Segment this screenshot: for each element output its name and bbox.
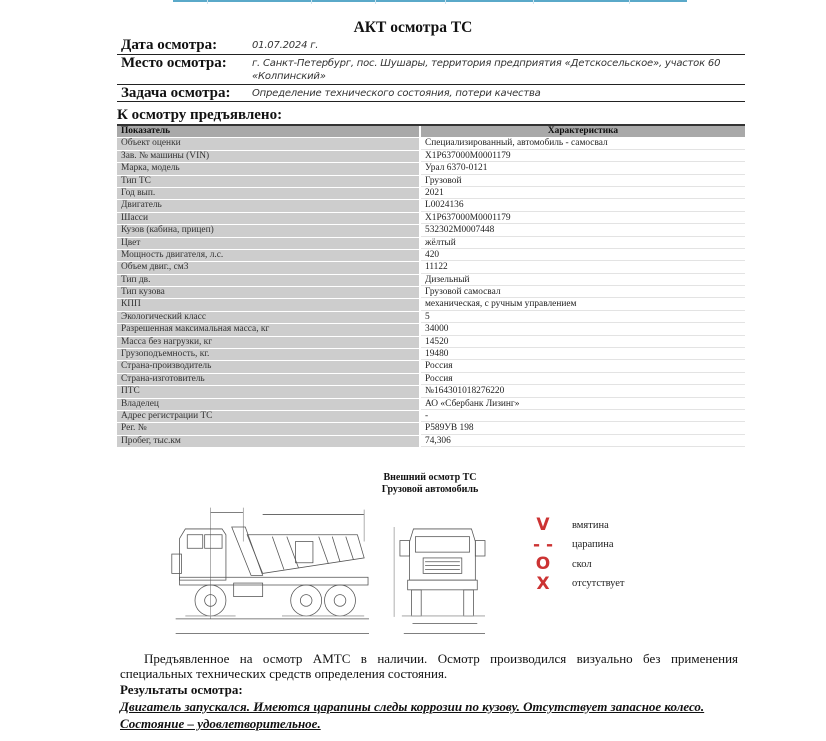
spec-table-row bbox=[117, 225, 745, 236]
spec-key: Год вып. bbox=[117, 188, 419, 199]
results-heading: Результаты осмотра: bbox=[120, 682, 243, 697]
spec-key: Грузоподъемность, кг. bbox=[117, 349, 419, 360]
bar-divider bbox=[207, 0, 208, 4]
spec-table-row bbox=[117, 250, 745, 261]
dump-rib bbox=[272, 537, 284, 570]
dump-rib bbox=[346, 537, 354, 560]
spec-table-row bbox=[117, 262, 745, 273]
spec-table-row bbox=[117, 436, 745, 447]
spec-table-row bbox=[117, 238, 745, 249]
inspection-date-row bbox=[117, 37, 745, 55]
spec-value: Россия bbox=[421, 361, 745, 372]
scratch-dashes-icon: - - bbox=[532, 534, 554, 555]
truck-chassis bbox=[180, 577, 369, 585]
legend-item bbox=[532, 536, 625, 556]
spec-value: X1P637000M0001179 bbox=[421, 213, 745, 224]
spec-value: - bbox=[421, 411, 745, 422]
spec-value: 420 bbox=[421, 250, 745, 261]
damage-legend bbox=[532, 516, 625, 594]
spec-table-row bbox=[117, 151, 745, 162]
spec-value: 2021 bbox=[421, 188, 745, 199]
spec-key: ПТС bbox=[117, 386, 419, 397]
figure-title-line2: Грузовой автомобиль bbox=[381, 484, 479, 495]
inspection-date-label: Дата осмотра: bbox=[121, 37, 218, 53]
spec-key: Цвет bbox=[117, 238, 419, 249]
spec-table-row bbox=[117, 374, 745, 385]
spec-table-row bbox=[117, 399, 745, 410]
spec-key: Тип кузова bbox=[117, 287, 419, 298]
spec-table-row bbox=[117, 349, 745, 360]
spec-table bbox=[117, 126, 745, 448]
spec-table-row bbox=[117, 312, 745, 323]
spec-table-row bbox=[117, 361, 745, 372]
rear-wheel bbox=[291, 585, 322, 616]
spec-key: Марка, модель bbox=[117, 163, 419, 174]
spec-value: 74,306 bbox=[421, 436, 745, 447]
spec-value: Грузовой самосвал bbox=[421, 287, 745, 298]
spec-key: Тип ТС bbox=[117, 176, 419, 187]
chip-o-icon: O bbox=[535, 554, 551, 575]
spec-table-row bbox=[117, 287, 745, 298]
truck-side-view bbox=[172, 508, 369, 634]
dent-v-icon: V bbox=[536, 515, 550, 536]
spec-table-row bbox=[117, 138, 745, 149]
legend-label: скол bbox=[572, 558, 592, 570]
rear-wheel bbox=[325, 585, 356, 616]
legend-item bbox=[532, 516, 625, 536]
spec-table-row bbox=[117, 163, 745, 174]
results-text: Двигатель запускался. Имеются царапины следы коррозии по кузову. Отсутствует запасное колесо. Состояние – удовлетворительное. bbox=[120, 699, 705, 731]
spec-key: Разрешенная максимальная масса, кг bbox=[117, 324, 419, 335]
front-bumper bbox=[408, 580, 478, 590]
bar-divider bbox=[629, 0, 630, 4]
inspection-date-value: 01.07.2024 г. bbox=[252, 40, 319, 51]
spec-key: Страна-производитель bbox=[117, 361, 419, 372]
bar-divider bbox=[375, 0, 376, 4]
spec-table-row bbox=[117, 200, 745, 211]
bar-divider bbox=[533, 0, 534, 4]
spec-table-row bbox=[117, 299, 745, 310]
spec-value: Урал 6370-0121 bbox=[421, 163, 745, 174]
spec-key: Адрес регистрации ТС bbox=[117, 411, 419, 422]
dump-truck-drawing bbox=[160, 498, 520, 643]
spec-key: Тип дв. bbox=[117, 275, 419, 286]
spec-key: Экологический класс bbox=[117, 312, 419, 323]
inspection-task-row bbox=[117, 85, 745, 102]
cab-window bbox=[205, 535, 222, 549]
spec-value: жёлтый bbox=[421, 238, 745, 249]
spec-value: 11122 bbox=[421, 262, 745, 273]
spec-key: Владелец bbox=[117, 399, 419, 410]
spec-value: 19480 bbox=[421, 349, 745, 360]
bar-divider bbox=[445, 0, 446, 4]
front-wheel-right bbox=[464, 590, 474, 616]
column-header-characteristic: Характеристика bbox=[421, 126, 745, 137]
spec-table-row bbox=[117, 176, 745, 187]
spec-key: Шасси bbox=[117, 213, 419, 224]
presented-heading: К осмотру предъявлено: bbox=[117, 107, 283, 123]
windshield bbox=[415, 537, 469, 552]
inspection-task-label: Задача осмотра: bbox=[121, 85, 231, 101]
missing-x-icon: X bbox=[536, 573, 550, 594]
inspection-place-row bbox=[117, 55, 745, 85]
cab-window bbox=[187, 535, 202, 549]
spec-key: Масса без нагрузки, кг bbox=[117, 337, 419, 348]
inspection-note: Предъявленное на осмотр АМТС в наличии. Осмотр производился визуально без применения специальных технических средств определения состояния. bbox=[120, 651, 738, 681]
spec-value: 5 bbox=[421, 312, 745, 323]
wheel-hub bbox=[300, 595, 312, 607]
spec-key: Двигатель bbox=[117, 200, 419, 211]
figure-title bbox=[330, 472, 530, 496]
spec-value: №164301018276220 bbox=[421, 386, 745, 397]
truck-front-view bbox=[394, 527, 485, 633]
spec-table-row bbox=[117, 411, 745, 422]
spec-value: Специализированный, автомобиль - самосвал bbox=[421, 138, 745, 149]
front-wheel-left bbox=[412, 590, 422, 616]
top-border-bar bbox=[173, 0, 687, 2]
spec-key: Кузов (кабина, прицеп) bbox=[117, 225, 419, 236]
side-mirror bbox=[475, 541, 485, 556]
spec-table-row bbox=[117, 324, 745, 335]
spec-value: 34000 bbox=[421, 324, 745, 335]
dump-headboard bbox=[232, 527, 263, 575]
spec-table-row bbox=[117, 423, 745, 434]
spec-key: Рег. № bbox=[117, 423, 419, 434]
spec-key: Пробег, тыс.км bbox=[117, 436, 419, 447]
spec-key: Объем двиг., см3 bbox=[117, 262, 419, 273]
column-header-indicator: Показатель bbox=[117, 126, 419, 137]
spec-key: Зав. № машины (VIN) bbox=[117, 151, 419, 162]
spec-value: 14520 bbox=[421, 337, 745, 348]
legend-item bbox=[532, 575, 625, 595]
spec-value: Грузовой bbox=[421, 176, 745, 187]
truck-front-bumper bbox=[172, 554, 182, 573]
wheel-hub bbox=[334, 595, 346, 607]
spec-key: Объект оценки bbox=[117, 138, 419, 149]
dump-rib bbox=[319, 537, 329, 564]
bar-divider bbox=[311, 0, 312, 4]
document-title: АКТ осмотра ТС bbox=[353, 19, 473, 36]
spec-value: 532302M0007448 bbox=[421, 225, 745, 236]
dump-panel bbox=[296, 542, 313, 563]
dump-rib bbox=[332, 537, 340, 562]
inspection-place-label: Место осмотра: bbox=[121, 55, 227, 71]
spec-key: КПП bbox=[117, 299, 419, 310]
legend-item bbox=[532, 555, 625, 575]
spec-value: Россия bbox=[421, 374, 745, 385]
spec-value: АО «Сбербанк Лизинг» bbox=[421, 399, 745, 410]
spec-value: механическая, с ручным управлением bbox=[421, 299, 745, 310]
inspection-place-value: г. Санкт-Петербург, пос. Шушары, территория предприятия «Детскосельское», участок 60 «Колпинский» bbox=[252, 58, 721, 82]
inspection-task-value: Определение технического состояния, потери качества bbox=[252, 88, 541, 99]
spec-table-row bbox=[117, 213, 745, 224]
legend-label: вмятина bbox=[572, 519, 609, 531]
spec-key: Мощность двигателя, л.с. bbox=[117, 250, 419, 261]
spec-value: Дизельный bbox=[421, 275, 745, 286]
figure-title-line1: Внешний осмотр ТС bbox=[383, 472, 477, 483]
spec-table-row bbox=[117, 188, 745, 199]
spec-key: Страна-изготовитель bbox=[117, 374, 419, 385]
legend-label: отсутствует bbox=[572, 578, 625, 590]
spec-value: Р589УВ 198 bbox=[421, 423, 745, 434]
legend-label: царапина bbox=[572, 539, 614, 551]
side-mirror bbox=[400, 541, 410, 556]
spec-value: X1P637000M0001179 bbox=[421, 151, 745, 162]
spec-table-row bbox=[117, 337, 745, 348]
spec-table-row bbox=[117, 386, 745, 397]
spec-table-header bbox=[117, 126, 745, 137]
spec-value: L0024136 bbox=[421, 200, 745, 211]
dump-body bbox=[247, 535, 364, 574]
spec-table-row bbox=[117, 275, 745, 286]
